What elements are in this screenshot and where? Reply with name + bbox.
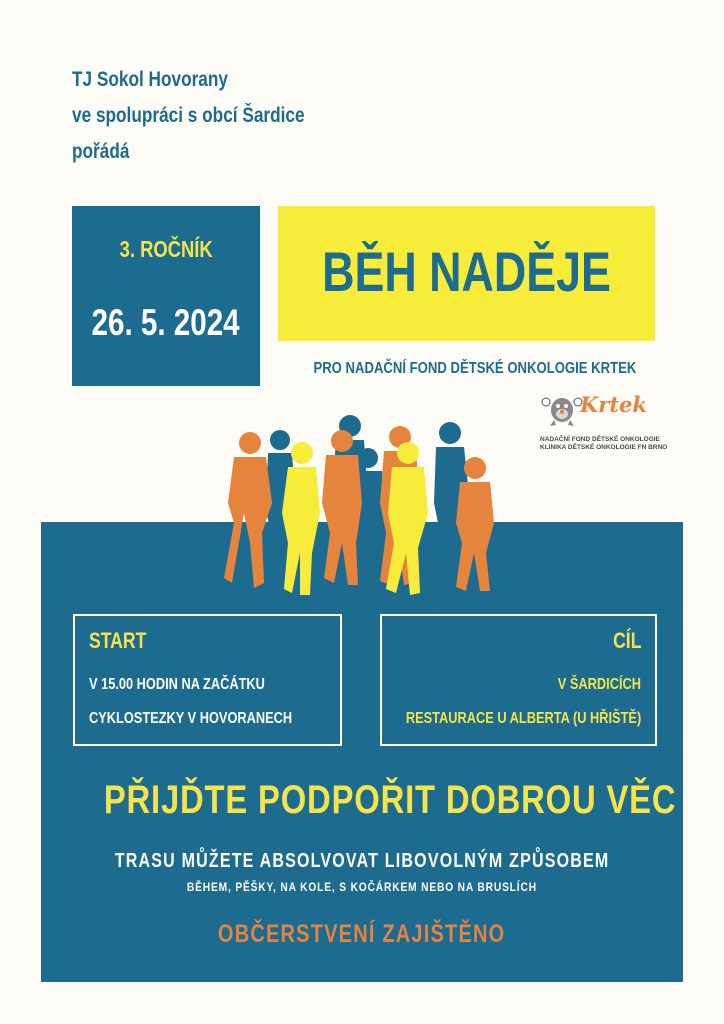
finish-heading: CÍL [612, 628, 641, 653]
krtek-logo-name: Krtek [580, 392, 647, 417]
runners-illustration [210, 413, 520, 598]
start-line-1: V 15.00 HODIN NA ZAČÁTKU [89, 676, 265, 693]
event-title: BĚH NADĚJE [322, 240, 611, 303]
call-to-action: PŘIJĎTE PODPOŘIT DOBROU VĚC [103, 778, 677, 822]
organizer-line-2: ve spolupráci s obcí Šardice [72, 104, 305, 127]
route-sub-text: BĚHEM, PĚŠKY, NA KOLE, S KOČÁRKEM NEBO NA BRUSLÍCH [186, 880, 538, 894]
krtek-logo-subtitle-2: KLINIKA DĚTSKÉ ONKOLOGIE FN BRNO [540, 444, 668, 451]
organizer-block [72, 62, 356, 170]
krtek-logo-subtitle-1: NADAČNÍ FOND DĚTSKÉ ONKOLOGIE [540, 436, 660, 443]
finish-line-2: RESTAURACE U ALBERTA (U HŘIŠTĚ) [405, 710, 641, 727]
start-box [73, 614, 342, 746]
route-main-text: TRASU MŮŽETE ABSOLVOVAT LIBOVOLNÝM ZPŮSOBEM [114, 850, 610, 872]
event-date: 26. 5. 2024 [91, 302, 241, 343]
refreshments-text: OBČERSTVENÍ ZAJIŠTĚNO [218, 920, 506, 948]
title-box [278, 206, 655, 341]
finish-line-1: V ŠARDICÍCH [557, 676, 641, 693]
finish-box [380, 614, 657, 746]
beneficiary-text: PRO NADAČNÍ FOND DĚTSKÉ ONKOLOGIE KRTEK [313, 360, 637, 377]
edition-label: 3. ROČNÍK [119, 236, 213, 262]
start-line-2: CYKLOSTEZKY V HOVORANECH [89, 710, 293, 727]
edition-date-box [72, 206, 260, 386]
organizer-line-1: TJ Sokol Hovorany [72, 68, 228, 91]
organizer-line-3: pořádá [72, 140, 130, 163]
start-heading: START [89, 628, 147, 653]
